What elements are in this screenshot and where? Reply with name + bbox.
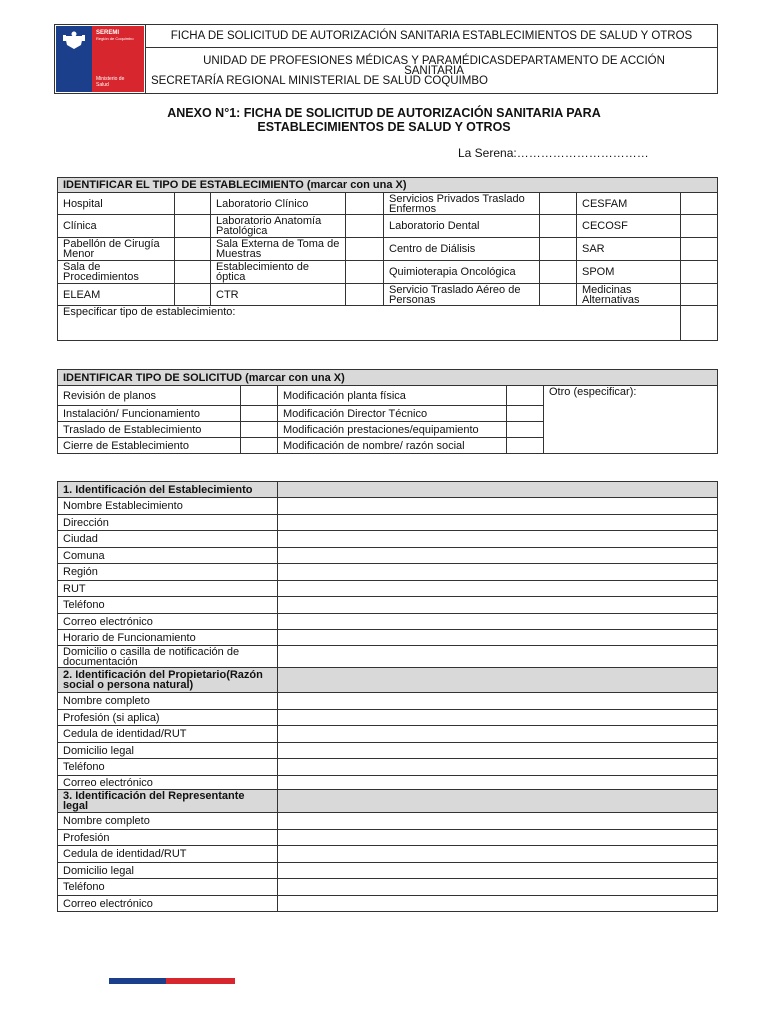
section-header-row [58,790,718,813]
establishment-row [58,193,718,215]
establishment-option-label: Clínica [58,215,175,238]
establishment-specify-checkbox-cell[interactable] [681,306,718,341]
establishment-checkbox-cell[interactable] [681,215,718,238]
field-label: Teléfono [58,879,278,896]
establishment-specify-label: Especificar tipo de establecimiento: [63,306,236,318]
field-input[interactable] [278,531,718,548]
field-label: Dirección [58,515,278,531]
request-option-label: Revisión de planos [58,386,241,406]
establishment-checkbox-cell[interactable] [540,284,577,306]
annex-title-line1: ANEXO N°1: FICHA DE SOLICITUD DE AUTORIZACIÓN SANITARIA PARA [167,106,601,120]
field-label: Correo electrónico [58,776,278,790]
establishment-type-table [57,177,718,341]
section-title: 3. Identificación del Representante legal [58,790,278,813]
request-option-label: Modificación prestaciones/equipamiento [278,422,507,438]
logo-title: SEREMI [96,30,120,36]
establishment-option-label: SPOM [577,261,681,284]
field-input[interactable] [278,614,718,630]
establishment-option-label: Establecimiento de óptica [211,261,346,284]
field-row [58,597,718,614]
field-input[interactable] [278,564,718,581]
request-other-field[interactable] [544,386,718,454]
field-row [58,863,718,879]
header-unit-cell [146,48,718,94]
establishment-option-label: Medicinas Alternativas [577,284,681,306]
request-checkbox-cell[interactable] [507,386,544,406]
field-row [58,710,718,726]
field-label: Correo electrónico [58,614,278,630]
establishment-option-label: ELEAM [58,284,175,306]
section-title-blank [278,668,718,693]
establishment-option-label: Laboratorio Anatomía Patológica [211,215,346,238]
establishment-option-label: Servicios Privados Traslado Enfermos [384,193,540,215]
section-header-row [58,668,718,693]
establishment-option-label: Laboratorio Clínico [211,193,346,215]
field-input[interactable] [278,759,718,776]
field-input[interactable] [278,726,718,743]
establishment-checkbox-cell[interactable] [346,261,384,284]
field-input[interactable] [278,548,718,564]
field-row [58,614,718,630]
field-row [58,896,718,912]
field-row [58,879,718,896]
establishment-checkbox-cell[interactable] [681,193,718,215]
request-type-table [57,369,718,454]
logo-region: Región de Coquimbo [96,36,134,41]
header-unit-line2: SANITARIA [404,64,464,77]
field-label: Nombre completo [58,693,278,710]
establishment-option-label: SAR [577,238,681,261]
request-row [58,386,718,406]
field-input[interactable] [278,743,718,759]
logo-cell [55,25,146,94]
field-input[interactable] [278,879,718,896]
seremi-logo [56,26,144,92]
establishment-checkbox-cell[interactable] [540,261,577,284]
field-row [58,531,718,548]
establishment-checkbox-cell[interactable] [175,261,211,284]
field-row [58,498,718,515]
establishment-option-label: CECOSF [577,215,681,238]
field-row [58,693,718,710]
establishment-checkbox-cell[interactable] [175,238,211,261]
field-row [58,726,718,743]
field-row [58,630,718,646]
field-label: Teléfono [58,597,278,614]
request-other-label: Otro (especificar): [549,386,637,398]
header-secretariat: SECRETARÍA REGIONAL MINISTERIAL DE SALUD COQUIMBO [151,74,488,87]
establishment-type-header: IDENTIFICAR EL TIPO DE ESTABLECIMIENTO (marcar con una X) [58,178,718,193]
request-option-label: Traslado de Establecimiento [58,422,241,438]
request-checkbox-cell[interactable] [241,422,278,438]
field-input[interactable] [278,830,718,846]
field-label: Nombre Establecimiento [58,498,278,515]
field-row [58,743,718,759]
request-option-label: Modificación de nombre/ razón social [278,438,507,454]
establishment-option-label: Hospital [58,193,175,215]
field-label: Cedula de identidad/RUT [58,726,278,743]
field-label: RUT [58,581,278,597]
field-label: Domicilio legal [58,743,278,759]
establishment-checkbox-cell[interactable] [540,215,577,238]
establishment-option-label: Sala de Procedimientos [58,261,175,284]
field-label: Región [58,564,278,581]
establishment-option-label: Laboratorio Dental [384,215,540,238]
field-label: Profesión [58,830,278,846]
field-row [58,846,718,863]
establishment-row [58,261,718,284]
section-title: 2. Identificación del Propietario(Razón social o persona natural) [58,668,278,693]
establishment-checkbox-cell[interactable] [346,284,384,306]
request-checkbox-cell[interactable] [507,406,544,422]
field-input[interactable] [278,776,718,790]
establishment-checkbox-cell[interactable] [175,215,211,238]
field-label: Profesión (si aplica) [58,710,278,726]
establishment-checkbox-cell[interactable] [346,193,384,215]
document-header [54,24,718,94]
request-option-label: Cierre de Establecimiento [58,438,241,454]
request-checkbox-cell[interactable] [241,386,278,406]
request-option-label: Instalación/ Funcionamiento [58,406,241,422]
establishment-checkbox-cell[interactable] [346,238,384,261]
header-unit-line1: UNIDAD DE PROFESIONES MÉDICAS Y PARAMÉDICASDEPARTAMENTO DE ACCIÓN [203,54,665,67]
establishment-specify-field[interactable] [58,306,681,341]
field-label: Teléfono [58,759,278,776]
field-row [58,646,718,668]
footer-color-bar [109,978,235,984]
establishment-option-label: Centro de Diálisis [384,238,540,261]
establishment-checkbox-cell[interactable] [540,238,577,261]
field-label: Ciudad [58,531,278,548]
field-row [58,759,718,776]
establishment-checkbox-cell[interactable] [175,284,211,306]
request-option-label: Modificación Director Técnico [278,406,507,422]
field-input[interactable] [278,863,718,879]
field-row [58,776,718,790]
request-checkbox-cell[interactable] [507,422,544,438]
city-date-line: La Serena:…………………………… [458,146,649,160]
field-row [58,581,718,597]
annex-title-line2: ESTABLECIMIENTOS DE SALUD Y OTROS [257,120,511,134]
section-title: 1. Identificación del Establecimiento [58,482,278,498]
establishment-checkbox-cell[interactable] [175,193,211,215]
establishment-checkbox-cell[interactable] [681,284,718,306]
establishment-option-label: Sala Externa de Toma de Muestras [211,238,346,261]
field-label: Domicilio legal [58,863,278,879]
establishment-specify-row [58,306,718,341]
field-row [58,813,718,830]
field-input[interactable] [278,646,718,668]
section-title-blank [278,482,718,498]
field-row [58,564,718,581]
field-input[interactable] [278,896,718,912]
section-header-row [58,482,718,498]
field-input[interactable] [278,498,718,515]
establishment-checkbox-cell[interactable] [681,261,718,284]
establishment-option-label: Pabellón de Cirugía Menor [58,238,175,261]
establishment-checkbox-cell[interactable] [346,215,384,238]
field-input[interactable] [278,693,718,710]
header-form-title: FICHA DE SOLICITUD DE AUTORIZACIÓN SANITARIA ESTABLECIMIENTOS DE SALUD Y OTROS [146,25,718,48]
annex-title [0,106,768,134]
request-checkbox-cell[interactable] [241,406,278,422]
field-label: Domicilio o casilla de notificación de documentación [58,646,278,668]
field-row [58,548,718,564]
logo-ministry: Ministerio de Salud [96,76,125,88]
request-checkbox-cell[interactable] [507,438,544,454]
field-row [58,515,718,531]
establishment-option-label: CTR [211,284,346,306]
field-input[interactable] [278,846,718,863]
field-input[interactable] [278,630,718,646]
field-label: Nombre completo [58,813,278,830]
identification-table [57,481,718,912]
establishment-row [58,238,718,261]
establishment-checkbox-cell[interactable] [540,193,577,215]
establishment-checkbox-cell[interactable] [681,238,718,261]
field-label: Correo electrónico [58,896,278,912]
field-label: Horario de Funcionamiento [58,630,278,646]
field-input[interactable] [278,597,718,614]
field-label: Cedula de identidad/RUT [58,846,278,863]
field-label: Comuna [58,548,278,564]
field-input[interactable] [278,515,718,531]
establishment-row [58,284,718,306]
field-input[interactable] [278,813,718,830]
field-row [58,830,718,846]
request-type-header: IDENTIFICAR TIPO DE SOLICITUD (marcar con una X) [58,370,718,386]
establishment-option-label: CESFAM [577,193,681,215]
request-checkbox-cell[interactable] [241,438,278,454]
establishment-option-label: Quimioterapia Oncológica [384,261,540,284]
request-option-label: Modificación planta física [278,386,507,406]
establishment-row [58,215,718,238]
establishment-option-label: Servicio Traslado Aéreo de Personas [384,284,540,306]
section-title-blank [278,790,718,813]
field-input[interactable] [278,581,718,597]
field-input[interactable] [278,710,718,726]
coat-of-arms-icon [62,30,86,50]
